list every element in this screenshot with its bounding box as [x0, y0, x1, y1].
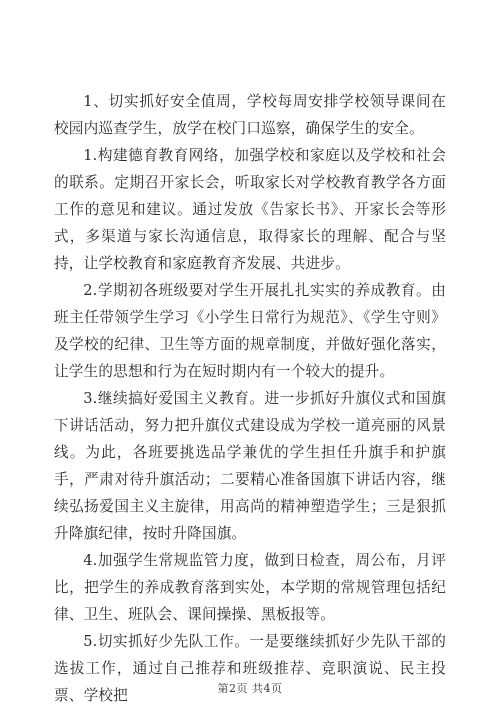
paragraph-safety-duty: 1、切实抓好安全值周，学校每周安排学校领导课间在校园内巡查学生，放学在校门口巡察，确保学生的安全。 [54, 93, 446, 137]
page-number-footer: 第2页 共4页 [217, 682, 283, 695]
paragraph-routine-supervision: 4.加强学生常规监管力度，做到日检查，周公布，月评比，把学生的养成教育落到实处，本学期的常规管理包括纪律、卫生、班队会、课间操操、黑板报等。 [54, 552, 446, 623]
paragraph-moral-network: 1.构建德育教育网络，加强学校和家庭以及学校和社会的联系。定期召开家长会，听取家长对学校教育教学各方面工作的意见和建议。通过发放《告家长书》、开家长会等形式，多渠道与家长沟通信息，取得家长的理解、配合与坚持，让学校教育和家庭教育齐发展、共进步。 [54, 147, 446, 272]
paragraph-young-pioneers: 5.切实抓好少先队工作。一是要继续抓好少先队干部的选拔工作，通过自己推荐和班级推荐、竞职演说、民主投票、学校把 [54, 633, 446, 704]
paragraph-patriotic-education: 3.继续搞好爱国主义教育。进一步抓好升旗仪式和国旗下讲话活动，努力把升旗仪式建设成为学校一道亮丽的风景线。为此，各班要挑选品学兼优的学生担任升旗手和护旗手，严肃对待升旗活动；二要精心准备国旗下讲话内容，继续弘扬爱国主义主旋律，用高尚的精神塑造学生；三是狠抓升降旗纪律，按时升降国旗。 [54, 390, 446, 542]
document-body [54, 88, 446, 709]
paragraph-habit-education: 2.学期初各班级要对学生开展扎扎实实的养成教育。由班主任带领学生学习《小学生日常行为规范》、《学生守则》及学校的纪律、卫生等方面的规章制度，并做好强化落实，让学生的思想和行为在短时期内有一个较大的提升。 [54, 282, 446, 380]
